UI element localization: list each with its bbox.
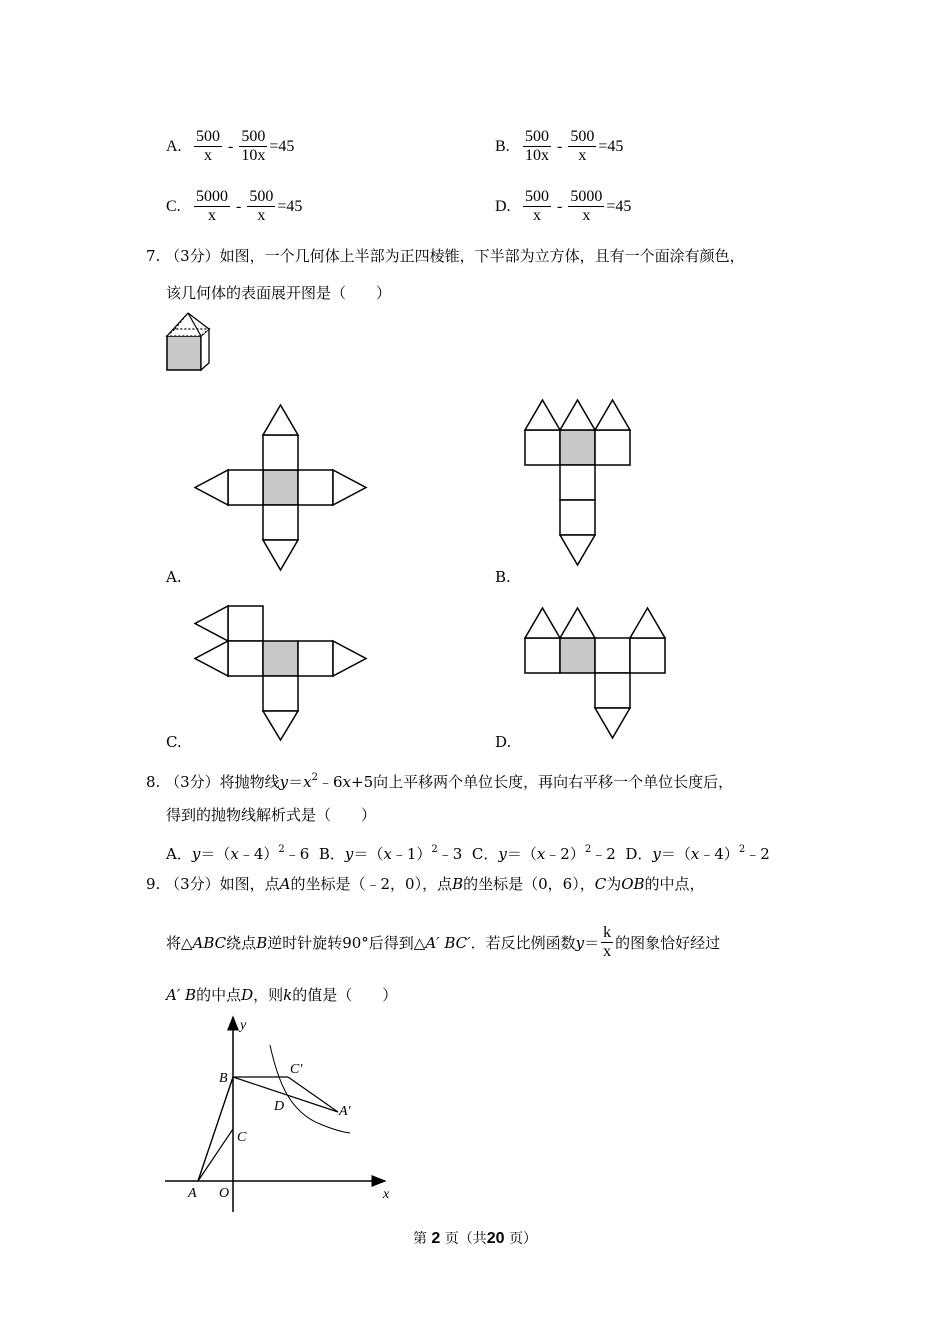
math-text: ﹣4）: [699, 845, 739, 863]
math-eq: ＝: [288, 773, 304, 791]
math-text: ﹣3: [437, 845, 463, 863]
question-text: 的坐标是（0，6），: [463, 875, 595, 893]
net-label-b: B.: [495, 568, 511, 586]
question-text: 的图象恰好经过: [615, 933, 721, 952]
math-text: ﹣6: [318, 773, 343, 791]
math-text: ＝（: [353, 845, 384, 863]
q8-line2: 得到的抛物线解析式是（ ）: [166, 806, 377, 824]
math-text: ﹣2: [745, 845, 770, 863]
math-var: y: [279, 773, 289, 791]
math-var: A′: [166, 986, 181, 1004]
rhs: =45: [606, 197, 632, 215]
math-sup: 2: [738, 844, 746, 855]
math-var: k: [283, 986, 293, 1004]
denominator: x: [208, 207, 216, 224]
numerator: 5000: [570, 188, 603, 205]
question-text: 将抛物线: [219, 773, 280, 791]
q8-line1: [146, 768, 733, 792]
label-x: x: [383, 1187, 390, 1202]
math-var: y: [652, 845, 661, 863]
q7-line2: 该几何体的表面展开图是（ ）: [166, 284, 392, 302]
operator: -: [228, 137, 234, 155]
question-text: 将△: [166, 933, 193, 952]
label-b: B: [219, 1071, 228, 1086]
operator: -: [557, 137, 563, 155]
question-text: 向上平移两个单位长度，再向右平移一个单位长度后，: [373, 773, 734, 791]
option-label: D.: [495, 197, 511, 215]
q9-line3: [166, 985, 397, 1005]
net-label-a: A.: [166, 568, 182, 586]
math-var: C: [594, 875, 607, 893]
rhs: =45: [598, 137, 624, 155]
q9-line2: [166, 924, 720, 961]
math-text: ﹣2）: [545, 845, 585, 863]
label-c: C: [237, 1130, 247, 1145]
question-text: 逆时针旋转90°后得到△: [267, 933, 426, 952]
operator: -: [236, 197, 242, 215]
question-number: 9.: [146, 875, 161, 893]
math-var: ABC: [192, 933, 227, 952]
fraction: [568, 188, 604, 225]
math-var: B: [452, 875, 464, 893]
q6-option-d: [495, 188, 631, 225]
numerator: 500: [570, 128, 595, 145]
numerator: 500: [525, 128, 549, 145]
option-label: A.: [166, 137, 182, 155]
question-points: （3分）: [165, 875, 220, 893]
label-a-prime: A′: [339, 1104, 351, 1119]
math-text: ﹣4）: [238, 845, 279, 863]
numerator: k: [603, 924, 612, 941]
numerator: 500: [241, 128, 266, 145]
operator: -: [557, 197, 563, 215]
math-var: x: [690, 845, 700, 863]
label-d: D: [274, 1099, 285, 1114]
denominator: x: [582, 207, 591, 224]
math-var: x: [230, 845, 239, 863]
net-label-c: C.: [166, 733, 182, 751]
math-var: x: [342, 773, 352, 791]
rhs: =45: [277, 197, 303, 215]
math-text: ﹣2: [591, 845, 616, 863]
q8-option-d: [625, 845, 769, 863]
footer-text: 页（共: [444, 1231, 487, 1247]
math-text: ＝（: [200, 845, 231, 863]
option-label: A．: [166, 845, 192, 863]
label-y: y: [240, 1018, 247, 1033]
denominator: x: [257, 207, 266, 224]
math-sup: 2: [311, 772, 318, 783]
question-text: 的中点，: [644, 875, 705, 893]
math-var: x: [383, 845, 392, 863]
question-points: （3分）: [165, 247, 220, 265]
math-var: D: [241, 986, 254, 1004]
option-label: B.: [495, 137, 510, 155]
math-var: y: [575, 933, 585, 952]
question-text: 绕点: [226, 933, 257, 952]
page-footer: [0, 1229, 950, 1249]
math-var: OB: [621, 875, 645, 893]
numerator: 500: [249, 188, 274, 205]
math-text: ＝（: [506, 845, 537, 863]
math-var: BC′: [444, 933, 471, 952]
footer-text: 页）: [509, 1231, 538, 1247]
math-var: x: [536, 845, 546, 863]
math-sup: 2: [278, 844, 285, 855]
math-sup: 2: [431, 844, 438, 855]
option-label: B．: [318, 845, 345, 863]
math-eq: ＝: [584, 933, 600, 952]
question-text: 的中点: [196, 986, 242, 1004]
net-option-c: [190, 600, 370, 745]
q7-line1: [146, 246, 745, 266]
net-option-b: [520, 395, 640, 570]
math-text: ＝（: [660, 845, 691, 863]
q7-solid-figure: [160, 310, 220, 376]
numerator: 5000: [196, 188, 228, 205]
question-number: 7.: [146, 247, 161, 265]
denominator: x: [578, 147, 587, 164]
denominator: x: [204, 147, 212, 164]
numerator: 500: [196, 128, 220, 145]
fraction: [194, 128, 222, 165]
math-var: x: [303, 773, 312, 791]
net-option-d: [520, 603, 675, 743]
denominator: x: [533, 207, 541, 224]
question-text: 为: [606, 875, 622, 893]
denominator: 10x: [241, 147, 266, 164]
page-number: 2: [431, 1230, 441, 1247]
denominator: 10x: [525, 147, 549, 164]
net-label-d: D.: [495, 733, 512, 751]
question-text: 的坐标是（﹣2，0），点: [290, 875, 453, 893]
question-points: （3分）: [165, 773, 220, 791]
footer-text: 第: [412, 1231, 427, 1247]
q9-coordinate-figure: [160, 1012, 400, 1217]
q8-option-c: [472, 845, 616, 863]
question-text: ．若反比例函数: [470, 933, 576, 952]
math-var: A′: [425, 933, 440, 952]
math-var: A: [279, 875, 291, 893]
math-var: y: [498, 845, 507, 863]
question-text: 如图，一个几何体上半部为正四棱锥，下半部为立方体，且有一个面涂有颜色，: [219, 247, 745, 265]
math-var: B: [256, 933, 268, 952]
label-o: O: [219, 1186, 230, 1201]
question-text: 如图，点: [219, 875, 280, 893]
page-total: 20: [486, 1230, 505, 1247]
numerator: 500: [525, 188, 549, 205]
question-number: 8.: [146, 773, 161, 791]
hyperbola-curve: [270, 1045, 350, 1133]
q8-option-b: [319, 845, 462, 863]
fraction: [523, 128, 551, 165]
label-c-prime: C′: [290, 1062, 303, 1077]
q8-options: [166, 840, 770, 864]
denominator: x: [603, 943, 612, 960]
fraction: [194, 188, 230, 225]
q8-option-a: [166, 845, 309, 863]
fraction: [247, 188, 275, 225]
option-label: D．: [625, 845, 653, 863]
net-option-a: [190, 400, 370, 575]
question-text: 的值是（ ）: [292, 986, 398, 1004]
math-var: B: [185, 986, 197, 1004]
rhs: =45: [269, 137, 295, 155]
fraction: [239, 128, 267, 165]
math-sup: 2: [584, 844, 592, 855]
question-text: ，则: [253, 986, 284, 1004]
q9-line1: [146, 874, 705, 894]
q6-option-c: [166, 188, 302, 225]
math-text: +5: [351, 773, 374, 791]
q6-option-a: [166, 128, 294, 165]
fraction: [568, 128, 596, 165]
math-var: y: [344, 845, 354, 863]
option-label: C．: [471, 845, 499, 863]
label-a: A: [188, 1186, 197, 1201]
fraction: [523, 188, 551, 225]
fraction: [601, 924, 613, 961]
math-var: y: [191, 845, 201, 863]
option-label: C.: [166, 197, 181, 215]
q6-option-b: [495, 128, 623, 165]
math-text: ﹣1）: [391, 845, 432, 863]
math-text: ﹣6: [284, 845, 310, 863]
